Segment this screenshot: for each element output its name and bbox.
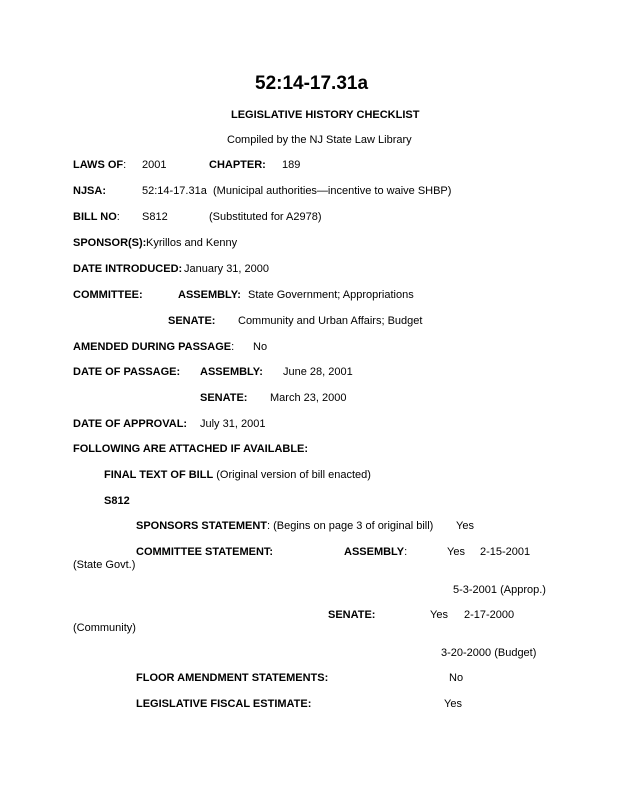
committee-senate-label: SENATE: xyxy=(168,315,216,327)
amended-value: No xyxy=(253,341,268,353)
bill-no-note: (Substituted for A2978) xyxy=(209,211,322,223)
approval-label: DATE OF APPROVAL: xyxy=(73,418,188,430)
bill-no-value: S812 xyxy=(142,211,168,223)
laws-of-value: 2001 xyxy=(142,159,167,171)
laws-of-colon: : xyxy=(123,159,127,171)
sponsors-statement-value: Yes xyxy=(456,520,474,532)
floor-amendment-value: No xyxy=(449,672,464,684)
amended-colon: : xyxy=(231,341,235,353)
sponsors-statement-label: SPONSORS STATEMENT xyxy=(136,520,267,532)
committee-senate-value: Community and Urban Affairs; Budget xyxy=(238,315,423,327)
cs-senate-yes: Yes xyxy=(430,609,448,621)
fiscal-estimate-value: Yes xyxy=(444,698,462,710)
floor-amendment-label: FLOOR AMENDMENT STATEMENTS: xyxy=(136,672,329,684)
bill-no-label: BILL NO xyxy=(73,211,117,223)
passage-senate-value: March 23, 2000 xyxy=(270,392,347,404)
cs-assembly-yes: Yes xyxy=(447,546,465,558)
final-text-note: (Original version of bill enacted) xyxy=(216,469,371,481)
cs-assembly-date2: 5-3-2001 (Approp.) xyxy=(453,584,546,596)
cs-senate-date1: 2-17-2000 xyxy=(464,609,515,621)
committee-label: COMMITTEE: xyxy=(73,289,143,301)
passage-senate-label: SENATE: xyxy=(200,392,248,404)
passage-assembly-value: June 28, 2001 xyxy=(283,366,353,378)
amended-label: AMENDED DURING PASSAGE xyxy=(73,341,232,353)
committee-statement-label: COMMITTEE STATEMENT: xyxy=(136,546,274,558)
cs-senate-label: SENATE: xyxy=(328,609,376,621)
sponsors-statement-row xyxy=(136,520,433,533)
committee-assembly-value: State Government; Appropriations xyxy=(248,289,414,301)
final-text-row xyxy=(104,469,371,482)
committee-assembly-label: ASSEMBLY: xyxy=(178,289,241,301)
chapter-label: CHAPTER: xyxy=(209,159,266,171)
bill-no-colon: : xyxy=(116,211,120,223)
date-introduced-label: DATE INTRODUCED: xyxy=(73,263,183,275)
document-subtitle: LEGISLATIVE HISTORY CHECKLIST xyxy=(231,109,420,121)
final-text-label: FINAL TEXT OF BILL xyxy=(104,469,214,481)
cs-assembly-note1: (State Govt.) xyxy=(73,559,136,571)
sponsors-statement-note: : (Begins on page 3 of original bill) xyxy=(267,520,434,532)
bill-no-row xyxy=(73,211,120,224)
chapter-value: 189 xyxy=(282,159,301,171)
compiled-by: Compiled by the NJ State Law Library xyxy=(227,134,412,146)
sponsors-value: Kyrillos and Kenny xyxy=(146,237,238,249)
cs-assembly-date1: 2-15-2001 xyxy=(480,546,531,558)
cs-assembly-row xyxy=(344,546,407,559)
passage-assembly-label: ASSEMBLY: xyxy=(200,366,263,378)
njsa-label: NJSA: xyxy=(73,185,107,197)
attached-bill: S812 xyxy=(104,495,130,507)
njsa-value: 52:14-17.31a xyxy=(142,185,207,197)
cs-assembly-colon: : xyxy=(404,546,408,558)
njsa-description: (Municipal authorities—incentive to waive SHBP) xyxy=(213,185,452,197)
cs-assembly-label: ASSEMBLY xyxy=(344,546,405,558)
amended-row xyxy=(73,341,234,354)
cs-senate-note1: (Community) xyxy=(73,622,136,634)
attached-heading: FOLLOWING ARE ATTACHED IF AVAILABLE: xyxy=(73,443,309,455)
document-title: 52:14-17.31a xyxy=(255,73,369,94)
fiscal-estimate-label: LEGISLATIVE FISCAL ESTIMATE: xyxy=(136,698,312,710)
laws-of-row xyxy=(73,159,126,172)
date-introduced-value: January 31, 2000 xyxy=(184,263,270,275)
laws-of-label: LAWS OF xyxy=(73,159,124,171)
passage-label: DATE OF PASSAGE: xyxy=(73,366,181,378)
sponsors-label: SPONSOR(S): xyxy=(73,237,147,249)
cs-senate-date2: 3-20-2000 (Budget) xyxy=(441,647,537,659)
approval-value: July 31, 2001 xyxy=(200,418,266,430)
